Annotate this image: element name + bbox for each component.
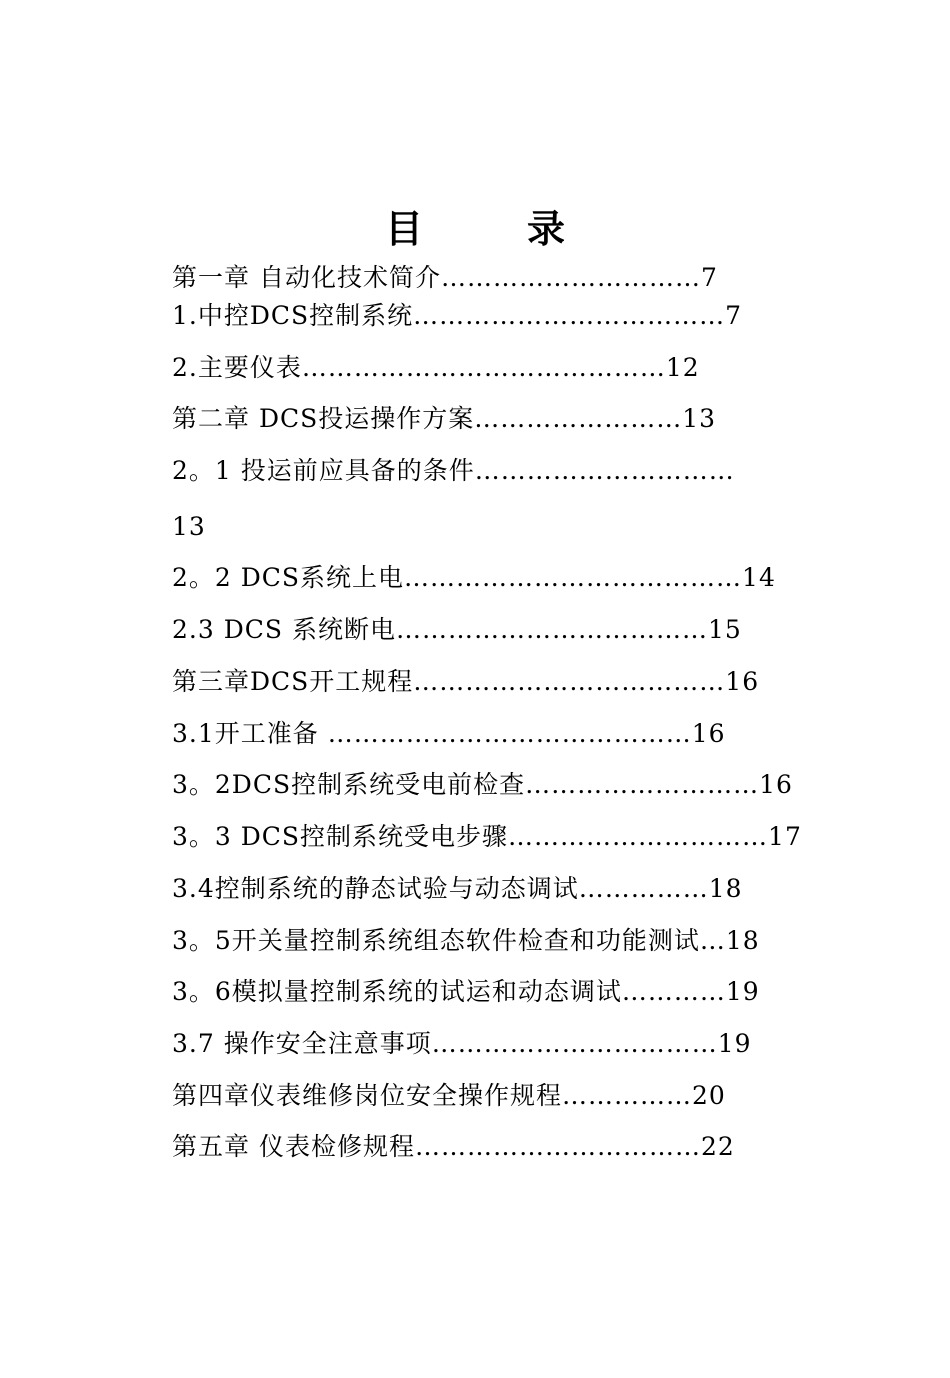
page-title-char-2: 录 (527, 206, 566, 251)
toc-entry-chapter-3[interactable]: 第三章DCS开工规程………………………………16 (172, 667, 760, 696)
toc-entry-2-2[interactable]: 2。2 DCS系统上电…………………………………14 (172, 563, 776, 592)
toc-entry-3-6[interactable]: 3。6模拟量控制系统的试运和动态调试…………19 (172, 977, 760, 1006)
toc-entry-chapter-5[interactable]: 第五章 仪表检修规程……………………………22 (172, 1132, 735, 1161)
toc-entry-1[interactable]: 1.中控DCS控制系统………………………………7 (172, 301, 743, 330)
toc-entry-2-1[interactable]: 2。1 投运前应具备的条件………………………… (172, 456, 735, 485)
toc-entry-3-7[interactable]: 3.7 操作安全注意事项……………………………19 (172, 1029, 752, 1058)
page-title-char-1: 目 (384, 206, 423, 251)
toc-entry-2-3[interactable]: 2.3 DCS 系统断电………………………………15 (172, 615, 742, 644)
page-title (0, 198, 950, 253)
toc-entry-chapter-4[interactable]: 第四章仪表维修岗位安全操作规程……………20 (172, 1081, 726, 1110)
toc-entry-chapter-1[interactable]: 第一章 自动化技术简介…………………………7 (172, 263, 718, 292)
toc-entry-3-5[interactable]: 3。5开关量控制系统组态软件检查和功能测试…18 (172, 926, 760, 955)
toc-entry-2[interactable]: 2.主要仪表……………………………………12 (172, 353, 700, 382)
toc-entry-3-2[interactable]: 3。2DCS控制系统受电前检查………………………16 (172, 770, 793, 799)
toc-entry-2-1-page[interactable]: 13 (172, 512, 206, 541)
toc-entry-3-1[interactable]: 3.1开工准备 ……………………………………16 (172, 719, 726, 748)
toc-entry-chapter-2[interactable]: 第二章 DCS投运操作方案……………………13 (172, 404, 717, 433)
toc-entry-3-4[interactable]: 3.4控制系统的静态试验与动态调试……………18 (172, 874, 743, 903)
toc-entry-3-3[interactable]: 3。3 DCS控制系统受电步骤…………………………17 (172, 822, 802, 851)
